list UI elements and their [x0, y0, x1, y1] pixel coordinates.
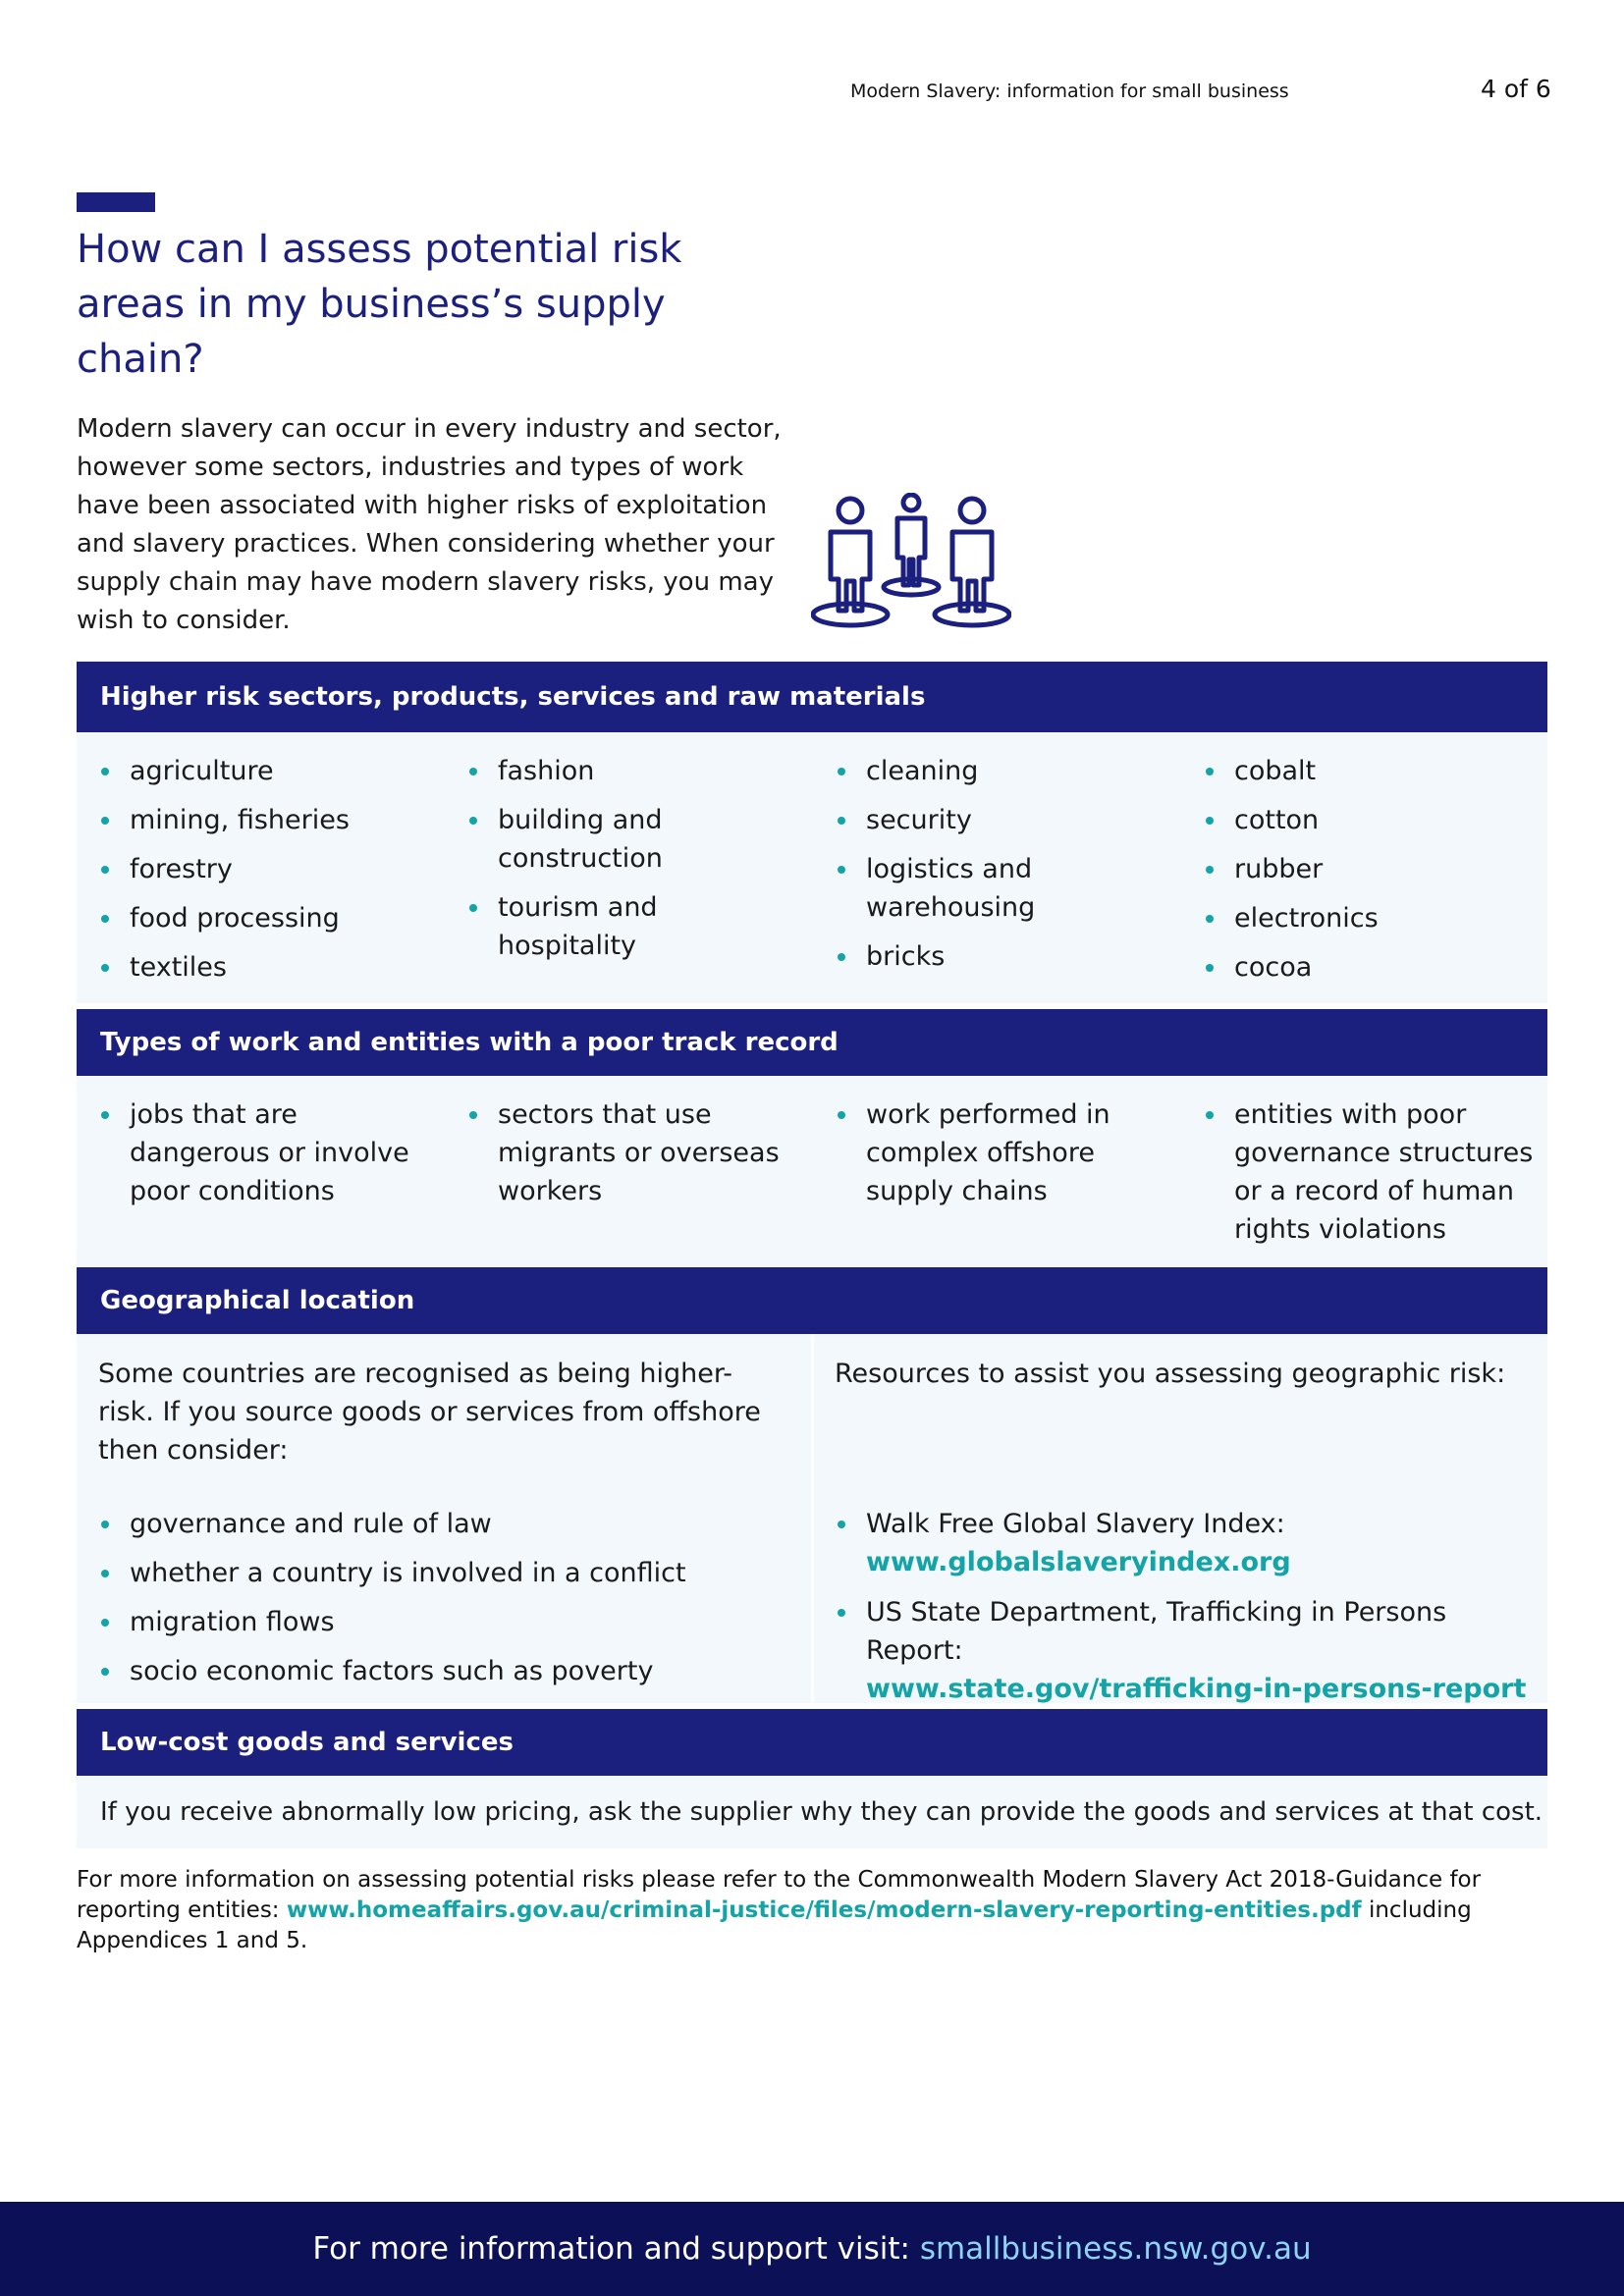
footer: [0, 2202, 1624, 2296]
document-title: Modern Slavery: information for small business: [850, 80, 1289, 102]
list-item: cocoa: [1203, 948, 1527, 987]
list-item: agriculture: [98, 752, 422, 790]
resource-item: [835, 1593, 1542, 1708]
list-item: whether a country is involved in a conflict: [98, 1554, 766, 1592]
accent-bar: [77, 192, 155, 212]
list-item: entities with poor governance structures or a record of human rights violations: [1203, 1095, 1542, 1249]
footer-text: For more information and support visit:: [312, 2231, 920, 2267]
note-text: For more information on assessing potential risks please refer to the Commonwealth Modern Slavery Act 2018-Guidance for reporting entities:: [77, 1867, 1482, 1923]
list-item: jobs that are dangerous or involve poor conditions: [98, 1095, 422, 1210]
geography-left-column: [98, 1355, 766, 1701]
geography-intro: Some countries are recognised as being higher-risk. If you source goods or services from offshore then consider:: [98, 1359, 761, 1466]
sectors-panel: [77, 732, 1547, 1003]
resource-label: Walk Free Global Slavery Index:: [866, 1509, 1285, 1539]
sectors-column-4: [1203, 752, 1527, 997]
guidance-link[interactable]: www.homeaffairs.gov.au/criminal-justice/files/modern-slavery-reporting-entities.pdf: [286, 1897, 1362, 1923]
resource-link-global-slavery-index[interactable]: www.globalslaveryindex.org: [866, 1547, 1291, 1577]
panel-divider: [811, 1334, 814, 1703]
list-item: building and construction: [466, 801, 712, 878]
list-item: logistics and warehousing: [835, 850, 1080, 927]
resources-intro: Resources to assist you assessing geographic risk:: [835, 1359, 1506, 1389]
list-item: textiles: [98, 948, 422, 987]
list-item: security: [835, 801, 1080, 839]
list-item: tourism and hospitality: [466, 888, 712, 965]
work-types-column-4: [1203, 1095, 1542, 1259]
sectors-column-2: [466, 752, 712, 976]
resource-label: US State Department, Trafficking in Persons Report:: [866, 1597, 1447, 1666]
list-item: governance and rule of law: [98, 1505, 766, 1543]
list-item: cleaning: [835, 752, 1080, 790]
work-types-column-3: [835, 1095, 1159, 1221]
low-cost-panel: [77, 1776, 1547, 1848]
list-item: socio economic factors such as poverty: [98, 1652, 766, 1690]
list-item: work performed in complex offshore supply chains: [835, 1095, 1159, 1210]
people-group-icon: [811, 493, 1011, 630]
low-cost-text: If you receive abnormally low pricing, ask the supplier why they can provide the goods and services at that cost.: [100, 1797, 1543, 1827]
sectors-column-3: [835, 752, 1080, 987]
work-types-column-1: [98, 1095, 422, 1221]
more-info-note: [77, 1865, 1549, 1956]
list-item: fashion: [466, 752, 712, 790]
work-types-column-2: [466, 1095, 790, 1221]
list-item: rubber: [1203, 850, 1527, 888]
list-item: migration flows: [98, 1603, 766, 1641]
resource-link-trafficking-report[interactable]: www.state.gov/trafficking-in-persons-report: [866, 1674, 1527, 1704]
sectors-column-1: [98, 752, 422, 997]
list-item: sectors that use migrants or overseas workers: [466, 1095, 790, 1210]
section-heading-sectors: Higher risk sectors, products, services and raw materials: [77, 662, 1547, 732]
list-item: electronics: [1203, 899, 1527, 937]
section-heading-geography: Geographical location: [77, 1267, 1547, 1334]
list-item: mining, fisheries: [98, 801, 422, 839]
section-heading-low-cost: Low-cost goods and services: [77, 1709, 1547, 1776]
footer-link[interactable]: smallbusiness.nsw.gov.au: [919, 2231, 1312, 2267]
list-item: forestry: [98, 850, 422, 888]
intro-paragraph: Modern slavery can occur in every industry and sector, however some sectors, industries and types of work have been associated with higher risks of exploitation and slavery practices. When considering whether your supply chain may have modern slavery risks, you may wish to consider.: [77, 414, 782, 635]
list-item: food processing: [98, 899, 422, 937]
resource-item: [835, 1505, 1542, 1581]
page-number: 4 of 6: [1481, 75, 1551, 103]
list-item: bricks: [835, 937, 1080, 976]
geography-right-column: [835, 1355, 1542, 1719]
list-item: cobalt: [1203, 752, 1527, 790]
work-types-panel: [77, 1076, 1547, 1266]
note-suffix: including Appendices 1 and 5.: [77, 1897, 1472, 1953]
page-title: How can I assess potential risk areas in my business’s supply chain?: [77, 227, 682, 382]
list-item: cotton: [1203, 801, 1527, 839]
section-heading-work-types: Types of work and entities with a poor track record: [77, 1009, 1547, 1076]
